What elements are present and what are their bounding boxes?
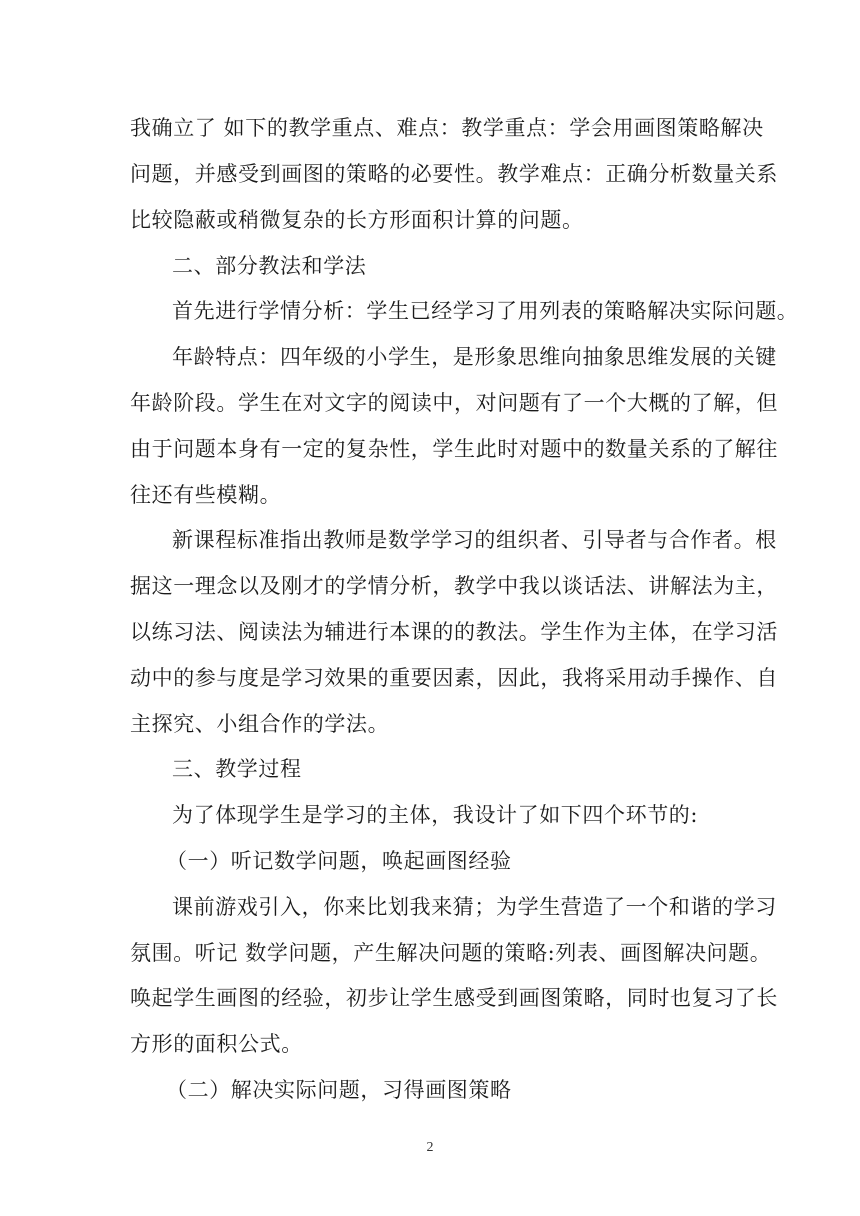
text-line: 课前游戏引入，你来比划我来猜；为学生营造了一个和谐的学习 bbox=[172, 895, 777, 919]
text-line: 比较隐蔽或稍微复杂的长方形面积计算的问题。 bbox=[130, 208, 584, 232]
section-heading: 二、部分教法和学法 bbox=[172, 254, 367, 278]
text-line: 动中的参与度是学习效果的重要因素，因此，我将采用动手操作、自 bbox=[130, 666, 778, 690]
section-heading: 三、教学过程 bbox=[172, 757, 302, 781]
text-line: 氛围。听记 数学问题，产生解决问题的策略:列表、画图解决问题。 bbox=[130, 941, 772, 965]
subsection-heading: （二）解决实际问题，习得画图策略 bbox=[166, 1078, 512, 1102]
text-line: 以练习法、阅读法为辅进行本课的的教法。学生作为主体，在学习活 bbox=[130, 620, 778, 644]
text-line: 新课程标准指出教师是数学学习的组织者、引导者与合作者。根 bbox=[172, 528, 777, 552]
text-line: 由于问题本身有一定的复杂性，学生此时对题中的数量关系的了解往 bbox=[130, 437, 778, 461]
text-line: 主探究、小组合作的学法。 bbox=[130, 712, 390, 736]
text-line: 年龄特点：四年级的小学生，是形象思维向抽象思维发展的关键 bbox=[172, 345, 777, 369]
text-line: 往还有些模糊。 bbox=[130, 483, 282, 507]
text-line: 方形的面积公式。 bbox=[130, 1032, 303, 1056]
text-line: 为了体现学生是学习的主体，我设计了如下四个环节的: bbox=[172, 803, 699, 827]
subsection-heading: （一）听记数学问题，唤起画图经验 bbox=[166, 849, 512, 873]
page-number: 2 bbox=[426, 1140, 434, 1155]
text-line: 据这一理念以及刚才的学情分析，教学中我以谈话法、讲解法为主， bbox=[130, 574, 778, 598]
text-line: 问题，并感受到画图的策略的必要性。教学难点：正确分析数量关系 bbox=[130, 162, 778, 186]
text-line: 我确立了 如下的教学重点、难点：教学重点：学会用画图策略解决 bbox=[130, 116, 764, 140]
text-line: 首先进行学情分析：学生已经学习了用列表的策略解决实际问题。 bbox=[172, 299, 799, 323]
text-line: 年龄阶段。学生在对文字的阅读中，对问题有了一个大概的了解，但 bbox=[130, 391, 778, 415]
text-line: 唤起学生画图的经验，初步让学生感受到画图策略，同时也复习了长 bbox=[130, 986, 778, 1010]
